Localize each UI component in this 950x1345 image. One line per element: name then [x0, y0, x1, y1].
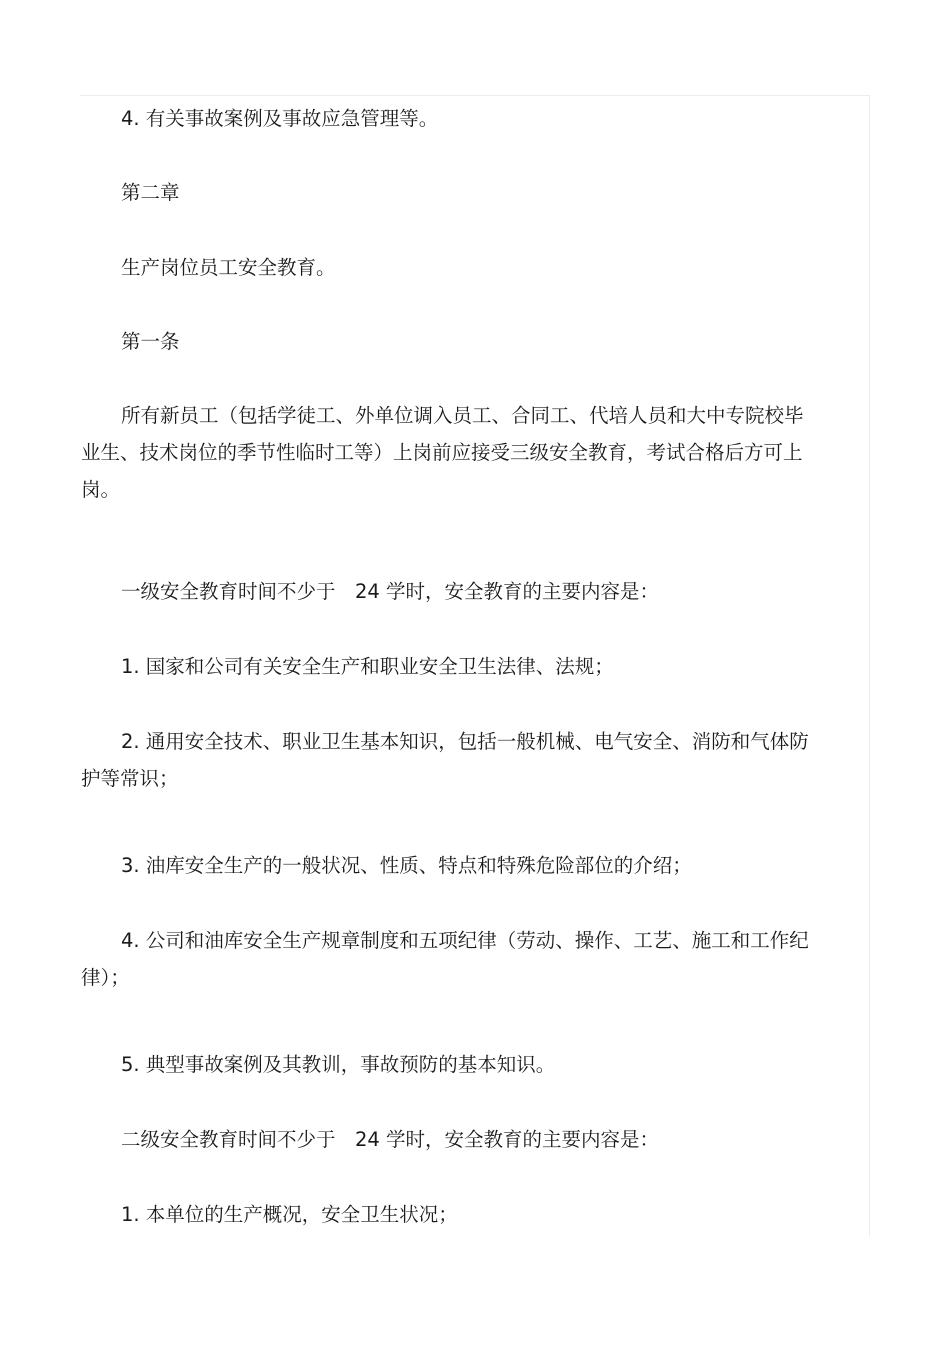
paragraph-list-item: 4. 有关事故案例及事故应急管理等。	[121, 107, 439, 130]
page-border-right	[869, 95, 870, 1237]
paragraph-body: 所有新员工（包括学徒工、外单位调入员工、合同工、代培人员和大中专院校毕业生、技术岗位的季节性临时工等）上岗前应接受三级安全教育，考试合格后方可上岗。	[81, 404, 804, 501]
page-border-top	[80, 95, 870, 96]
paragraph-body: 二级安全教育时间不少于 24 学时，安全教育的主要内容是：	[121, 1128, 660, 1151]
chapter-heading: 第二章	[121, 181, 180, 204]
paragraph-list-item: 5. 典型事故案例及其教训，事故预防的基本知识。	[121, 1053, 556, 1076]
paragraph-body: 一级安全教育时间不少于 24 学时，安全教育的主要内容是：	[121, 580, 660, 603]
paragraph-list-item: 4. 公司和油库安全生产规章制度和五项纪律（劳动、操作、工艺、施工和工作纪律）；	[81, 929, 809, 989]
paragraph-list-item: 3. 油库安全生产的一般状况、性质、特点和特殊危险部位的介绍；	[121, 854, 692, 877]
article-heading: 第一条	[121, 330, 180, 353]
paragraph-list-item: 2. 通用安全技术、职业卫生基本知识，包括一般机械、电气安全、消防和气体防护等常识；	[81, 730, 809, 790]
paragraph-list-item: 1. 国家和公司有关安全生产和职业安全卫生法律、法规；	[121, 655, 614, 678]
chapter-title: 生产岗位员工安全教育。	[121, 256, 336, 279]
paragraph-list-item: 1. 本单位的生产概况，安全卫生状况；	[121, 1203, 458, 1226]
